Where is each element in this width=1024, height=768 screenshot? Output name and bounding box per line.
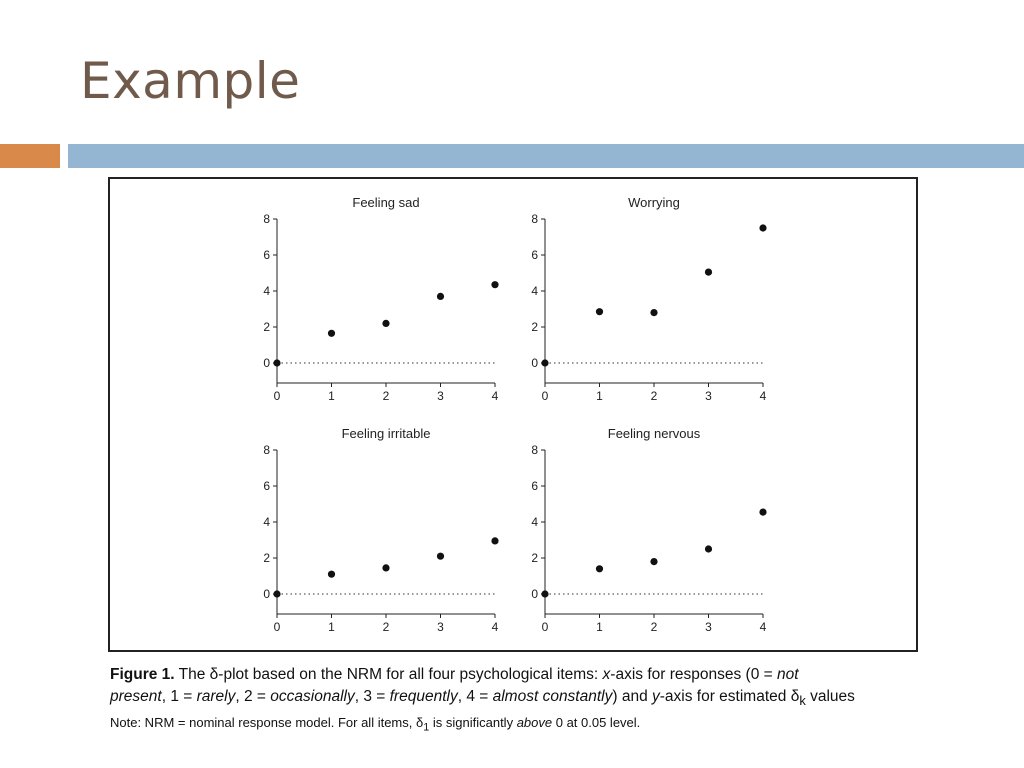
y-tick-label: 6	[531, 248, 538, 262]
data-point	[596, 565, 603, 572]
x-tick-label: 2	[382, 620, 390, 634]
note-italic: above	[516, 715, 553, 731]
x-tick-label: 4	[759, 620, 767, 634]
caption-italic: rarely	[196, 688, 236, 705]
x-tick-label: 2	[382, 389, 390, 403]
x-tick-label: 0	[541, 620, 549, 634]
data-point	[759, 224, 766, 231]
y-tick-label: 6	[531, 479, 538, 493]
y-tick-label: 6	[263, 248, 270, 262]
caption-main	[110, 664, 930, 712]
x-tick-label: 3	[437, 620, 444, 634]
caption-note	[110, 713, 930, 738]
x-tick-label: 2	[650, 620, 658, 634]
caption-delta: δ	[790, 688, 800, 705]
y-tick-label: 4	[263, 515, 270, 529]
x-tick-label: 1	[328, 389, 335, 403]
caption-italic: x	[602, 666, 611, 683]
x-tick-label: 4	[759, 389, 767, 403]
data-point	[491, 537, 498, 544]
note-text: Note: NRM = nominal response model. For all items,	[110, 715, 416, 731]
data-point	[328, 330, 335, 337]
y-tick-label: 4	[263, 284, 270, 298]
caption-italic: not	[776, 666, 799, 683]
y-tick-label: 0	[531, 356, 538, 370]
y-tick-label: 8	[531, 212, 538, 226]
x-tick-label: 3	[705, 389, 712, 403]
y-tick-label: 0	[263, 587, 270, 601]
panel-title-feeling-irritable: Feeling irritable	[341, 426, 431, 441]
x-tick-label: 4	[491, 389, 499, 403]
y-tick-label: 6	[263, 479, 270, 493]
data-point	[650, 558, 657, 565]
data-point	[437, 293, 444, 300]
data-point	[437, 553, 444, 560]
data-point	[541, 359, 548, 366]
data-point	[491, 281, 498, 288]
caption-text: -axis for responses (0 =	[610, 666, 777, 683]
caption-delta: δ	[209, 666, 219, 683]
note-text: 0 at 0.05 level.	[552, 715, 641, 731]
caption-text: , 4 =	[457, 688, 493, 705]
x-tick-label: 1	[596, 389, 603, 403]
y-tick-label: 8	[531, 443, 538, 457]
data-point	[273, 590, 280, 597]
x-tick-label: 1	[596, 620, 603, 634]
caption-italic: almost constantly	[492, 688, 613, 705]
caption-text: -plot based on the NRM for all four psychological items:	[218, 666, 603, 683]
data-point	[705, 269, 712, 276]
y-tick-label: 2	[263, 320, 270, 334]
caption-text: , 1 =	[161, 688, 197, 705]
caption-text: -axis for estimated	[659, 688, 791, 705]
caption-italic: occasionally	[270, 688, 355, 705]
y-tick-label: 2	[531, 551, 538, 565]
figure-frame	[108, 177, 918, 652]
data-point	[596, 308, 603, 315]
note-delta: δ	[415, 715, 424, 731]
caption-italic: present	[110, 688, 162, 705]
delta-plot-grid	[110, 179, 916, 650]
note-subscript: 1	[423, 721, 430, 734]
accent-bar-orange	[0, 144, 60, 168]
y-tick-label: 0	[531, 587, 538, 601]
y-tick-label: 4	[531, 284, 538, 298]
x-tick-label: 3	[705, 620, 712, 634]
accent-bar-blue	[68, 144, 1024, 168]
data-point	[650, 309, 657, 316]
data-point	[541, 590, 548, 597]
data-point	[382, 320, 389, 327]
data-point	[759, 509, 766, 516]
x-tick-label: 3	[437, 389, 444, 403]
caption-italic: y	[652, 688, 660, 705]
y-tick-label: 8	[263, 443, 270, 457]
y-tick-label: 2	[263, 551, 270, 565]
y-tick-label: 0	[263, 356, 270, 370]
caption-text: ) and	[612, 688, 652, 705]
y-tick-label: 8	[263, 212, 270, 226]
slide-title: Example	[80, 52, 301, 110]
caption-text: The	[178, 666, 210, 683]
data-point	[328, 571, 335, 578]
panel-title-feeling-sad: Feeling sad	[352, 195, 420, 210]
y-tick-label: 4	[531, 515, 538, 529]
data-point	[382, 564, 389, 571]
caption-text: values	[805, 688, 855, 705]
x-tick-label: 0	[273, 389, 281, 403]
x-tick-label: 4	[491, 620, 499, 634]
figure-label: Figure 1.	[110, 666, 175, 683]
panel-title-worrying: Worrying	[628, 195, 680, 210]
y-tick-label: 2	[531, 320, 538, 334]
note-text: is significantly	[429, 715, 517, 731]
x-tick-label: 0	[541, 389, 549, 403]
x-tick-label: 0	[273, 620, 281, 634]
panel-title-feeling-nervous: Feeling nervous	[607, 426, 701, 441]
figure-caption	[110, 664, 930, 738]
caption-subscript: k	[799, 693, 806, 709]
data-point	[273, 359, 280, 366]
caption-text: , 2 =	[235, 688, 271, 705]
data-point	[705, 545, 712, 552]
caption-text: , 3 =	[354, 688, 390, 705]
x-tick-label: 2	[650, 389, 658, 403]
caption-italic: frequently	[389, 688, 458, 705]
x-tick-label: 1	[328, 620, 335, 634]
